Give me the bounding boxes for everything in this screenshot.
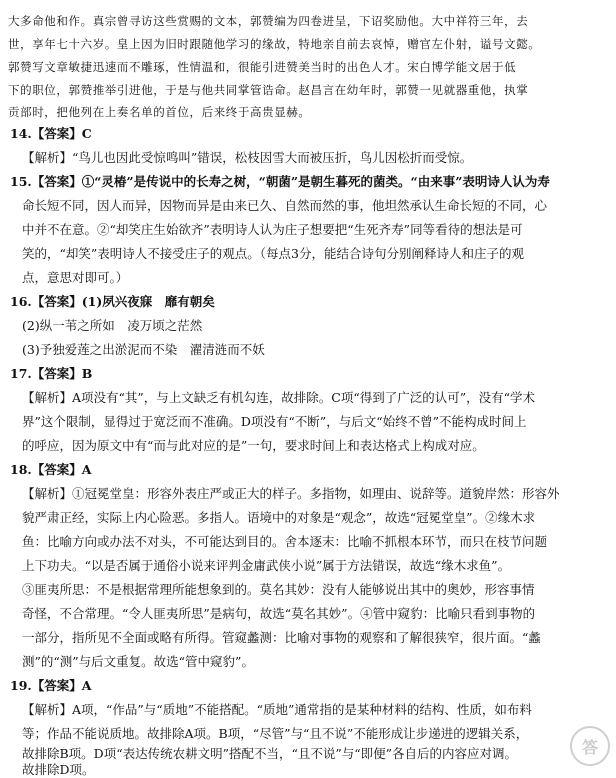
answer-16: 16.【答案】(1)夙兴夜寐 靡有朝矣 [10, 294, 215, 309]
analysis-18-line: 一部分，指所见不全面或略有所得。管窥蠡测：比喻对事物的观察和了解很狭窄，很片面。“蠡 [22, 630, 541, 645]
analysis-18-line: 鱼：比喻方向或办法不对头，不可能达到目的。舍本逐末：比喻不抓根本环节，而只在枝节问题 [22, 534, 548, 549]
answer-15-line: 笑的，“却笑”表明诗人不接受庄子的观点。（每点3分，能结合诗句分别阐释诗人和庄子的观 [22, 246, 524, 261]
analysis-19-line: 等；作品不能说质地。故排除A项。B项，“尽管”与“且不说”不能形成让步递进的逻辑关系， [22, 726, 529, 741]
answer-18: 18.【答案】A [10, 462, 92, 477]
translation-line: 大多命他和作。真宗曾寻访这些赏赐的文本，郭赞编为四卷进呈，下诏奖励他。大中祥符三年，去 [8, 14, 529, 28]
answer-16-item: (3)予独爱莲之出淤泥而不染 濯清涟而不妖 [22, 342, 265, 357]
answer-15-line: 中并不在意。②“却笑庄生始欲齐”表明诗人认为庄子想要把“生死齐寿”同等看待的想法是可 [22, 222, 523, 237]
analysis-14: 【解析】“鸟儿也因此受惊鸣叫”错误，松枝因雪大而被压折，鸟儿因松折而受惊。 [22, 150, 473, 165]
analysis-18-line: 貌严肃正经，实际上内心险恶。多指人。语境中的对象是“观念”，故选“冠冕堂皇”。②缘木求 [22, 510, 536, 525]
analysis-19: 【解析】A项，“作品”与“质地”不能搭配。“质地”通常指的是某种材料的结构、性质，如布料 [22, 702, 532, 717]
analysis-19-line: 故排除D项。 [22, 762, 95, 777]
analysis-17: 【解析】A项没有“其”，与上文缺乏有机勾连，故排除。C项“得到了广泛的认可”，没有“学术 [22, 390, 536, 405]
answer-15-line: 点，意思对即可。） [22, 270, 129, 285]
analysis-19-line: 故排除B项。D项“表达传统农耕文明”搭配不当，“且不说”与“即便”各自后的内容应对调。 [22, 746, 518, 761]
translation-line: 贡部时，把他列在上奏名单的首位，后来终于高贵显赫。 [8, 105, 311, 119]
translation-line: 世，享年七十六岁。皇上因为旧时跟随他学习的缘故，特地亲自前去哀悼，赠官左仆射，谥号文懿。 [8, 37, 541, 51]
analysis-18-line: 上下功夫。“以是否属于通俗小说来评判金庸武侠小说”属于方法错误，故选“缘木求鱼”。 [22, 558, 511, 573]
answer-16-item: (2)纵一苇之所如 凌万顷之茫然 [22, 318, 203, 333]
analysis-18-line: ③匪夷所思：不是根据常理所能想象到的。莫名其妙：没有人能够说出其中的奥妙，形容事情 [22, 582, 535, 597]
answer-17: 17.【答案】B [10, 366, 93, 381]
answer-15: 15.【答案】①“灵椿”是传说中的长寿之树，“朝菌”是朝生暮死的菌类。“由来事”表明诗人认为寿 [10, 174, 550, 189]
analysis-18-line: 测”的“测”与后文重复。故选“管中窥豹”。 [22, 654, 254, 669]
analysis-17-line: 界”这个限制，显得过于宽泛而不准确。D项没有“不断”，与后文“始终不曾”不能构成时间上 [22, 414, 527, 429]
answer-15-line: 命长短不同，因人而异，因物而异是由来已久、自然而然的事，他坦然承认生命长短的不同，心 [22, 198, 548, 213]
analysis-18-line: 奇怪，不合常理。“令人匪夷所思”是病句，故选“莫名其妙”。④管中窥豹：比喻只看到事物的 [22, 606, 536, 621]
answer-19: 19.【答案】A [10, 678, 92, 693]
analysis-18: 【解析】①冠冕堂皇：形容外表庄严或正大的样子。多指物，如理由、说辞等。道貌岸然：形容外 [22, 486, 560, 501]
watermark [570, 726, 610, 766]
analysis-17-line: 的呼应，因为原文中有“而与此对应的是”一句，要求时间上和表达格式上构成对应。 [22, 438, 485, 453]
answer-14: 14.【答案】C [10, 126, 92, 141]
watermark-seal-icon: 答 [570, 726, 610, 766]
translation-line: 下的职位，郭赞推举引进他，于是与他共同掌管诰命。赵昌言在幼年时，郭赞一见就器重他，执掌 [8, 83, 529, 97]
translation-line: 郭赞写文章敏捷迅速而不雕琢，性情温和，很能引进赞美当时的出色人才。宋白博学能文居于低 [8, 60, 517, 74]
